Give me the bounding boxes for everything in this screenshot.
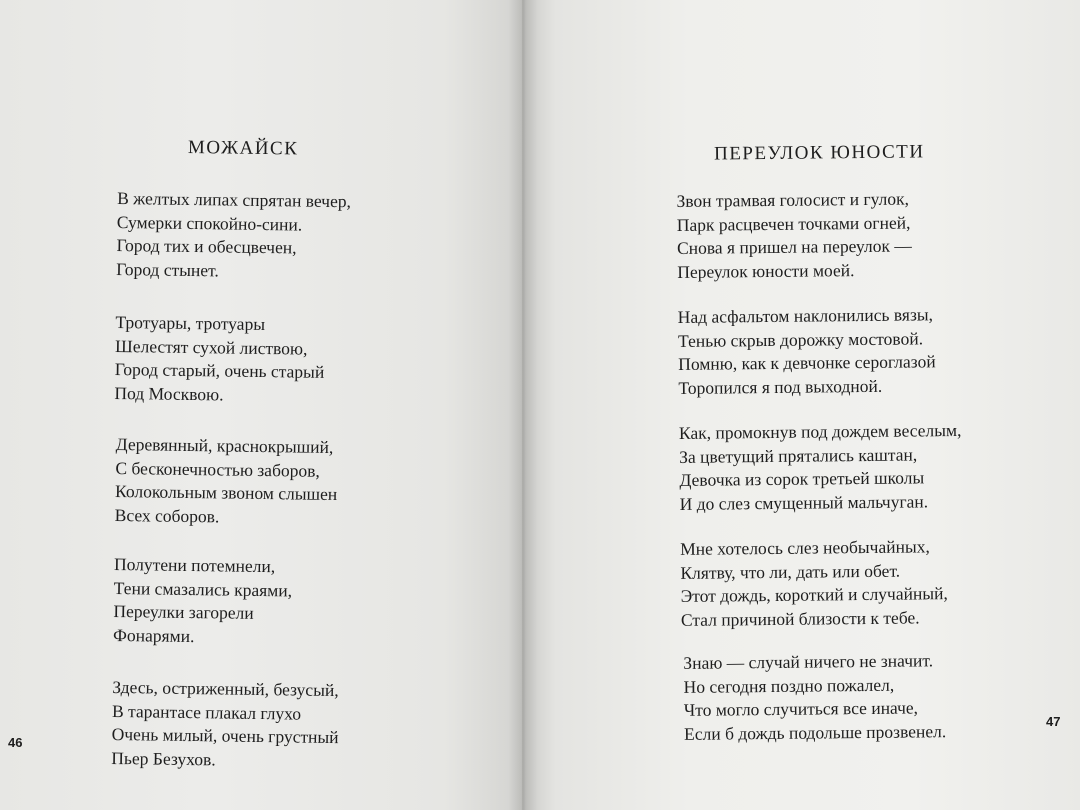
verse-line: Девочка из сорок третьей школы	[679, 467, 925, 490]
verse-line: Клятву, что ли, дать или обет.	[680, 560, 901, 583]
right-stanza-1	[676, 187, 912, 283]
verse-line: С бесконечностью заборов,	[115, 457, 320, 481]
verse-line: Если б дождь подольше прозвенел.	[684, 720, 947, 744]
verse-line: Над асфальтом наклонились вязы,	[677, 304, 934, 327]
verse-line: Здесь, остриженный, безусый,	[112, 676, 339, 701]
verse-line: Звон трамвая голосист и гулок,	[676, 188, 910, 211]
verse-line: Но сегодня поздно пожалел,	[683, 674, 895, 697]
left-stanza-5	[111, 676, 339, 773]
left-stanza-2	[114, 311, 325, 408]
verse-line: Мне хотелось слез необычайных,	[680, 536, 930, 559]
poem-title-mozhaysk: МОЖАЙСК	[187, 136, 299, 160]
verse-line: В желтых липах спрятан вечер,	[117, 187, 352, 212]
right-stanza-4	[680, 535, 948, 632]
verse-line: Город стынет.	[116, 258, 219, 280]
poem-title-pereulok-yunosti: ПЕРЕУЛОК ЮНОСТИ	[713, 141, 925, 165]
right-stanza-2	[678, 303, 936, 400]
verse-line: Очень милый, очень грустный	[111, 723, 339, 748]
verse-line: Что могло случиться все иначе,	[683, 697, 919, 720]
verse-line: Шелестят сухой листвою,	[114, 335, 308, 359]
verse-line: Снова я пришел на переулок —	[676, 235, 912, 258]
verse-line: И до слез смущенный мальчуган.	[679, 490, 929, 514]
left-stanza-3	[115, 433, 338, 530]
verse-line: Тротуары, тротуары	[115, 311, 266, 335]
verse-line: Пьер Безухов.	[111, 747, 216, 769]
verse-line: Город тих и обесцвечен,	[116, 234, 297, 258]
left-page	[0, 0, 522, 810]
page-number-right: 47	[1046, 714, 1061, 729]
verse-line: В тарантасе плакал глухо	[111, 700, 302, 724]
verse-line: Под Москвою.	[114, 382, 224, 404]
verse-line: Торопился я под выходной.	[678, 375, 883, 398]
verse-line: Помню, как к девчонке сероглазой	[678, 351, 936, 374]
verse-line: Этот дождь, короткий и случайный,	[680, 583, 948, 606]
verse-line: За цветущий прятались каштан,	[679, 443, 918, 467]
verse-line: Переулок юности моей.	[677, 259, 855, 282]
verse-line: Как, промокнув под дождем веселым,	[678, 419, 962, 443]
verse-line: Знаю — случай ничего не значит.	[683, 650, 934, 673]
right-stanza-5	[683, 649, 946, 746]
left-stanza-1	[116, 187, 351, 284]
right-page-content	[522, 0, 1080, 810]
verse-line: Тени смазались краями,	[113, 577, 293, 600]
right-page	[522, 0, 1080, 810]
verse-line: Колокольным звоном слышен	[114, 480, 338, 505]
verse-line: Сумерки спокойно-сини.	[116, 211, 303, 235]
verse-line: Тенью скрыв дорожку мостовой.	[677, 327, 924, 351]
verse-line: Полутени потемнели,	[113, 553, 276, 577]
verse-line: Стал причиной близости к тебе.	[680, 606, 920, 630]
verse-line: Фонарями.	[112, 624, 195, 646]
verse-line: Переулки загорели	[113, 600, 254, 623]
page-number-left: 46	[8, 735, 23, 750]
verse-line: Город старый, очень старый	[114, 358, 325, 382]
left-page-content	[0, 0, 522, 810]
verse-line: Парк расцвечен точками огней,	[676, 212, 911, 235]
verse-line: Всех соборов.	[114, 504, 220, 526]
right-stanza-3	[679, 419, 962, 516]
verse-line: Деревянный, краснокрыший,	[115, 433, 334, 458]
left-stanza-4	[113, 553, 293, 649]
